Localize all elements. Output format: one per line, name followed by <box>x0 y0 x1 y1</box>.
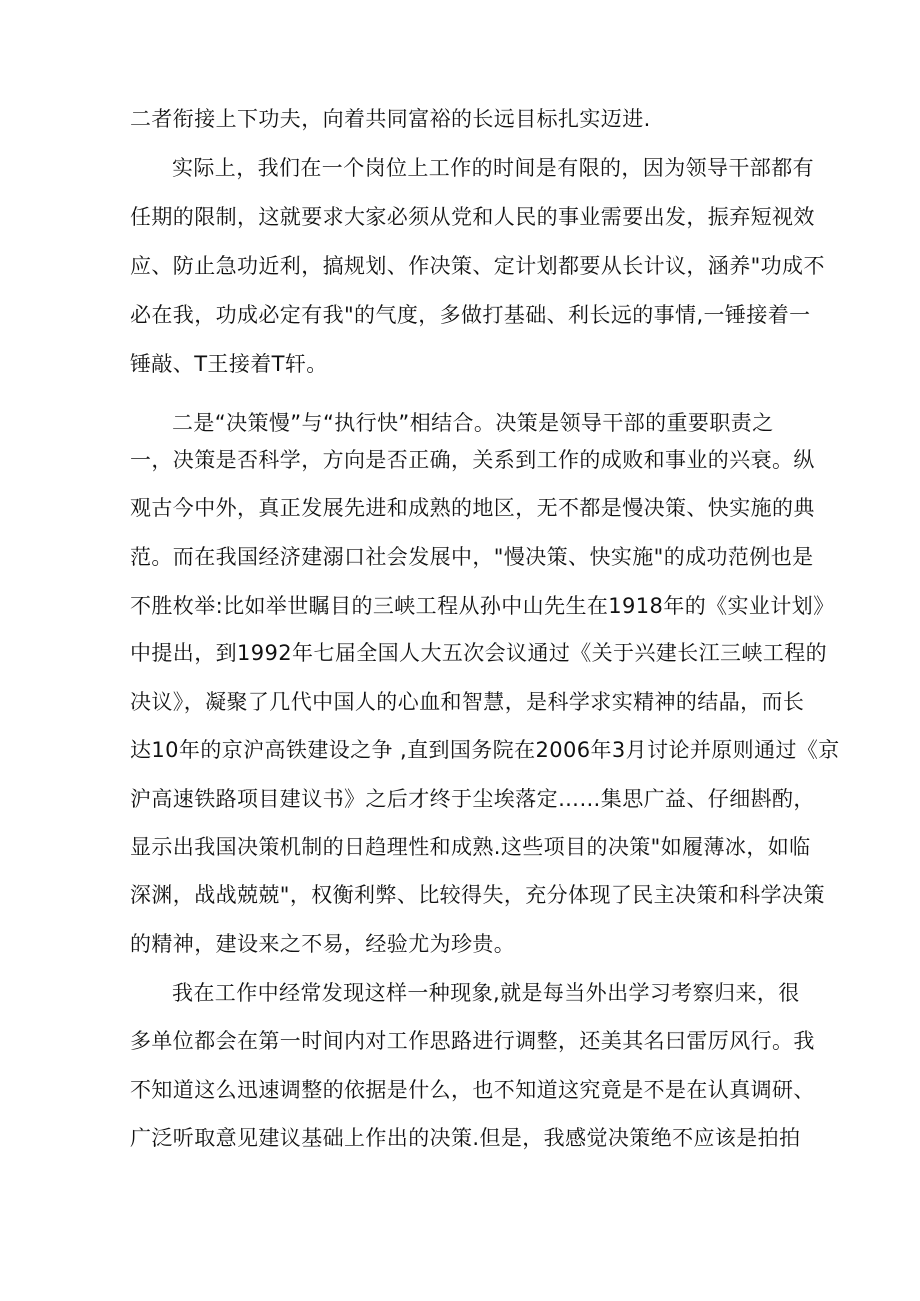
text-line: 锤敲、T王接着T轩。 <box>130 352 328 376</box>
text-line: 应、防止急功近利，搞规划、作决策、定计划都要从长计议，涵养"功成不 <box>130 254 825 278</box>
text-line: 二是“决策慢”与“执行快”相结合。决策是领导干部的重要职责之 <box>172 411 774 435</box>
text-line: 显示出我国决策机制的日趋理性和成熟.这些项目的决策"如履薄冰，如临 <box>130 835 811 859</box>
text-line: 不胜枚举:比如举世瞩目的三峡工程从孙中山先生在1918年的《实业计划》 <box>130 594 835 618</box>
text-line: 决议》，凝聚了几代中国人的心血和智慧，是科学求实精神的结晶，而长 <box>130 690 805 714</box>
text-line: 的精神，建设来之不易，经验尤为珍贵。 <box>130 932 516 956</box>
text-line: 一，决策是否科学，方向是否正确，关系到工作的成败和事业的兴衰。纵 <box>130 448 815 472</box>
text-line: 深渊，战战兢兢"，权衡利弊、比较得失，充分体现了民主决策和科学决策 <box>130 883 825 907</box>
text-line: 广泛听取意见建议基础上作出的决策.但是，我感觉决策绝不应该是拍拍 <box>130 1126 801 1150</box>
text-line: 二者衔接上下功夫，向着共同富裕的长远目标扎实迈进. <box>130 107 651 131</box>
text-line: 我在工作中经常发现这样一种现象,就是每当外出学习考察归来，很 <box>172 981 800 1005</box>
text-line: 范。而在我国经济建溺口社会发展中，"慢决策、快实施"的成功范例也是 <box>130 545 814 569</box>
text-line: 不知道这么迅速调整的依据是什么，也不知道这究竟是不是在认真调研、 <box>130 1078 815 1102</box>
text-line: 达10年的京沪高铁建设之争 ,直到国务院在2006年3月讨论并原则通过《京 <box>130 738 840 762</box>
text-line: 任期的限制，这就要求大家必须从党和人民的事业需要出发，振弃短视效 <box>130 205 815 229</box>
text-line: 实际上，我们在一个岗位上工作的时间是有限的，因为领导干部都有 <box>172 156 814 180</box>
text-line: 中提出，到1992年七届全国人大五次会议通过《关于兴建长江三峡工程的 <box>130 641 828 665</box>
text-line: 沪高速铁路项目建议书》之后才终于尘埃落定……集思广益、仔细斟酌， <box>130 787 815 811</box>
text-line: 必在我，功成必定有我"的气度，多做打基础、利长远的事情,一锤接着一 <box>130 303 811 327</box>
text-line: 观古今中外，真正发展先进和成熟的地区，无不都是慢决策、快实施的典 <box>130 496 815 520</box>
text-line: 多单位都会在第一时间内对工作思路进行调整，还美其名曰雷厉风行。我 <box>130 1029 815 1053</box>
